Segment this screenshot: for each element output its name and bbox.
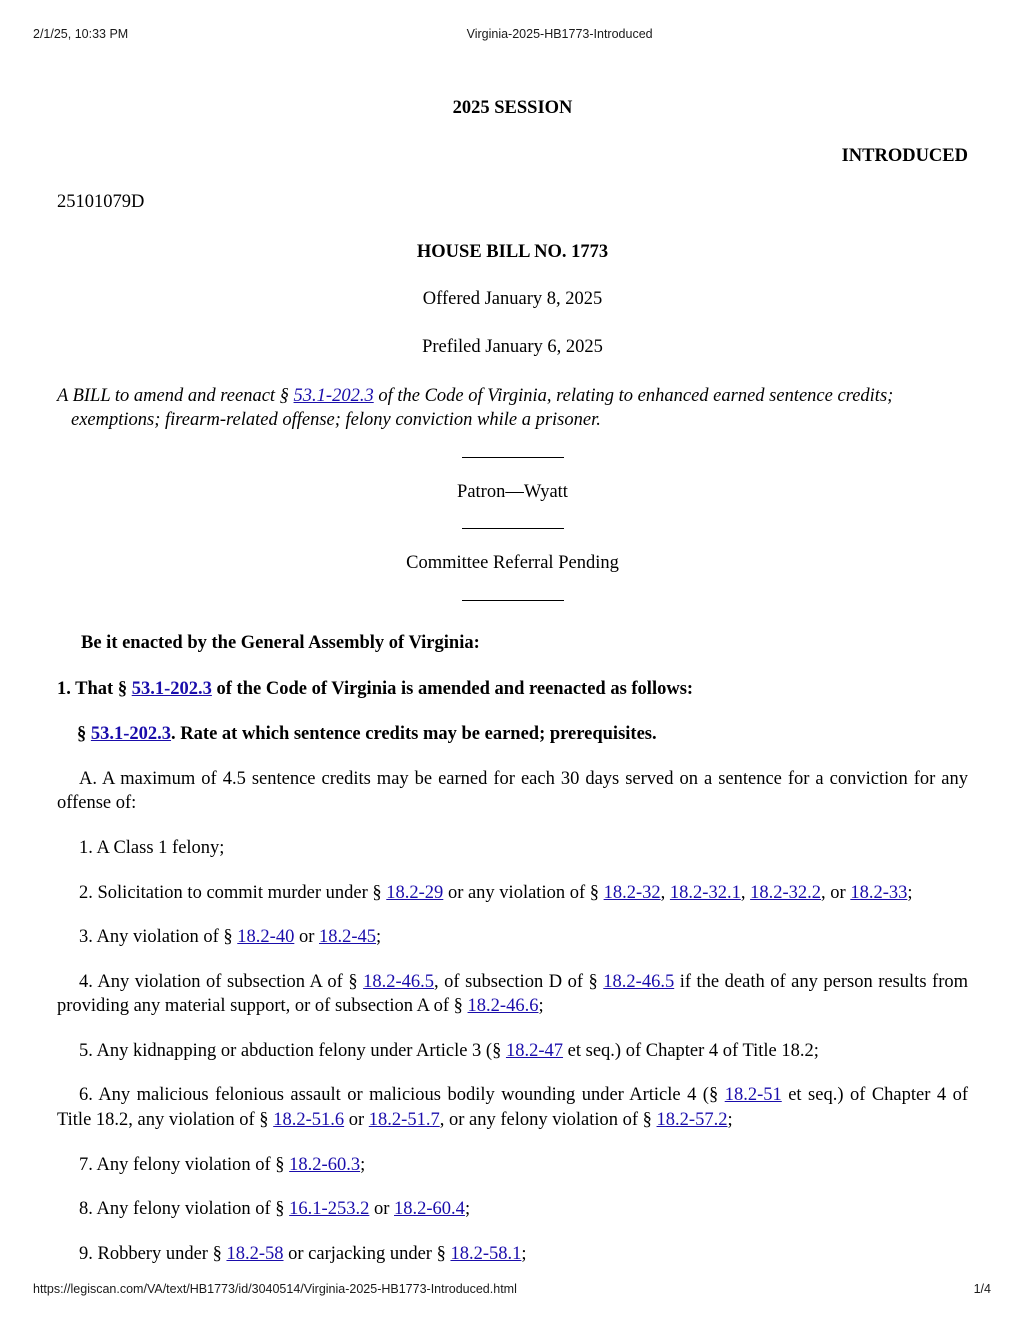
code-section-link[interactable]: 18.2-46.5: [603, 971, 675, 992]
list-item: [57, 816, 968, 861]
divider-rule-3: [57, 576, 968, 601]
code-section-link[interactable]: 18.2-60.3: [289, 1154, 361, 1175]
list-item: [57, 905, 968, 950]
document-number: 25101079D: [57, 192, 145, 213]
list-item-text: or: [344, 1110, 369, 1131]
list-item-text: 6. Any malicious felonious assault or malicious bodily wounding under Article 4 (§: [79, 1085, 725, 1106]
code-section-link[interactable]: 18.2-57.2: [656, 1110, 728, 1131]
list-item-text: ;: [521, 1243, 527, 1264]
code-section-link[interactable]: 18.2-33: [850, 882, 908, 903]
code-section-link[interactable]: 18.2-51.6: [273, 1110, 345, 1131]
list-item-text: 2. Solicitation to commit murder under §: [79, 882, 387, 903]
code-section-link[interactable]: 18.2-60.4: [394, 1199, 465, 1220]
bill-summary: [57, 360, 968, 433]
list-item-text: ;: [538, 996, 544, 1017]
code-section-link[interactable]: 18.2-51: [724, 1085, 782, 1106]
list-item-text: 1. A Class 1 felony;: [79, 837, 225, 858]
committee-referral: Committee Referral Pending: [406, 553, 619, 574]
code-section-link[interactable]: 18.2-46.6: [467, 996, 539, 1017]
list-item-text: , or any felony violation of §: [439, 1110, 657, 1131]
list-item-text: ;: [727, 1110, 733, 1131]
print-footer-url: https://legiscan.com/VA/text/HB1773/id/3040514/Virginia-2025-HB1773-Introduced.html: [33, 1282, 517, 1296]
list-item-text: ,: [740, 882, 751, 903]
list-item: [57, 1133, 968, 1178]
section-heading: [57, 701, 968, 747]
code-section-link[interactable]: 18.2-32.2: [750, 882, 822, 903]
print-header-timestamp: 2/1/25, 10:33 PM: [33, 27, 129, 41]
list-item-text: , or: [821, 882, 851, 903]
list-item-text: ,: [660, 882, 670, 903]
code-section-link[interactable]: 18.2-58.1: [450, 1243, 522, 1264]
list-item-text: or: [369, 1199, 395, 1220]
session-title: 2025 SESSION: [452, 98, 573, 118]
list-item: [57, 1177, 968, 1222]
bill-summary-line2: exemptions; firearm-related offense; felony conviction while a prisoner.: [71, 410, 601, 431]
print-footer-page: 1/4: [973, 1282, 991, 1296]
offered-date: Offered January 8, 2025: [422, 289, 603, 310]
bill-summary-pre: A BILL to amend and reenact §: [57, 385, 294, 406]
print-header-title: Virginia-2025-HB1773-Introduced: [466, 27, 653, 41]
subsection-a: A. A maximum of 4.5 sentence credits may be earned for each 30 days served on a sentence for a conviction for any offense of:: [57, 768, 968, 814]
enactment-post: of the Code of Virginia is amended and reenacted as follows:: [211, 678, 694, 699]
list-item-text: if the death of any person results from providing any material support, or of subsection A of §: [57, 971, 968, 1017]
list-item-text: 7. Any felony violation of §: [79, 1154, 290, 1175]
list-item-text: 9. Robbery under §: [79, 1243, 227, 1264]
code-section-link[interactable]: 16.1-253.2: [289, 1199, 370, 1220]
divider-rule-2: [57, 504, 968, 529]
document-body: [57, 0, 968, 1266]
code-section-link[interactable]: 53.1-202.3: [293, 385, 374, 406]
patron: Patron—Wyatt: [457, 481, 568, 502]
enactment-clause-1: [57, 656, 968, 702]
section-heading-text: . Rate at which sentence credits may be earned; prerequisites.: [171, 724, 657, 745]
list-item-text: et seq.) of Chapter 4 of Title 18.2, any violation of §: [57, 1085, 968, 1131]
list-item-text: or: [294, 927, 319, 948]
list-item-text: 8. Any felony violation of §: [79, 1199, 290, 1220]
list-item-text: ;: [464, 1199, 471, 1220]
list-item: [57, 861, 968, 906]
list-item: [57, 1063, 968, 1132]
code-section-link[interactable]: 18.2-47: [505, 1040, 564, 1061]
list-item: [57, 1222, 968, 1267]
code-section-link[interactable]: 18.2-45: [319, 927, 377, 948]
print-footer: [0, 1282, 1024, 1296]
list-item-text: 5. Any kidnapping or abduction felony under Article 3 (§: [79, 1040, 506, 1061]
list-item: [57, 1019, 968, 1064]
section-symbol: §: [77, 724, 91, 745]
enumerated-items: [57, 816, 968, 1267]
list-item-text: or carjacking under §: [283, 1243, 451, 1264]
code-section-link[interactable]: 53.1-202.3: [131, 678, 212, 699]
code-section-link[interactable]: 18.2-58: [226, 1243, 284, 1264]
code-section-link[interactable]: 18.2-29: [386, 882, 444, 903]
list-item-text: , of subsection D of §: [434, 971, 604, 992]
list-item-text: 3. Any violation of §: [79, 927, 238, 948]
list-item-text: ;: [376, 927, 382, 948]
code-section-link[interactable]: 18.2-32: [603, 882, 661, 903]
list-item: [57, 950, 968, 1019]
code-section-link[interactable]: 18.2-51.7: [368, 1110, 440, 1131]
list-item-text: or any violation of §: [443, 882, 604, 903]
list-item-text: ;: [907, 882, 913, 903]
list-item-text: 4. Any violation of subsection A of §: [79, 971, 364, 992]
bill-summary-post: of the Code of Virginia, relating to enhanced earned sentence credits;: [373, 385, 894, 406]
code-section-link[interactable]: 18.2-32.1: [669, 882, 741, 903]
code-section-link[interactable]: 53.1-202.3: [90, 724, 172, 745]
code-section-link[interactable]: 18.2-40: [237, 927, 295, 948]
prefiled-date: Prefiled January 6, 2025: [422, 336, 603, 357]
list-item-text: et seq.) of Chapter 4 of Title 18.2;: [563, 1040, 819, 1061]
enactment-pre: 1. That §: [57, 678, 132, 699]
divider-rule-1: [57, 433, 968, 458]
introduced-label: INTRODUCED: [841, 145, 968, 166]
enacting-clause: Be it enacted by the General Assembly of Virginia:: [81, 632, 480, 653]
code-section-link[interactable]: 18.2-46.5: [363, 971, 435, 992]
list-item-text: ;: [360, 1154, 366, 1175]
page-title: HOUSE BILL NO. 1773: [416, 241, 609, 262]
